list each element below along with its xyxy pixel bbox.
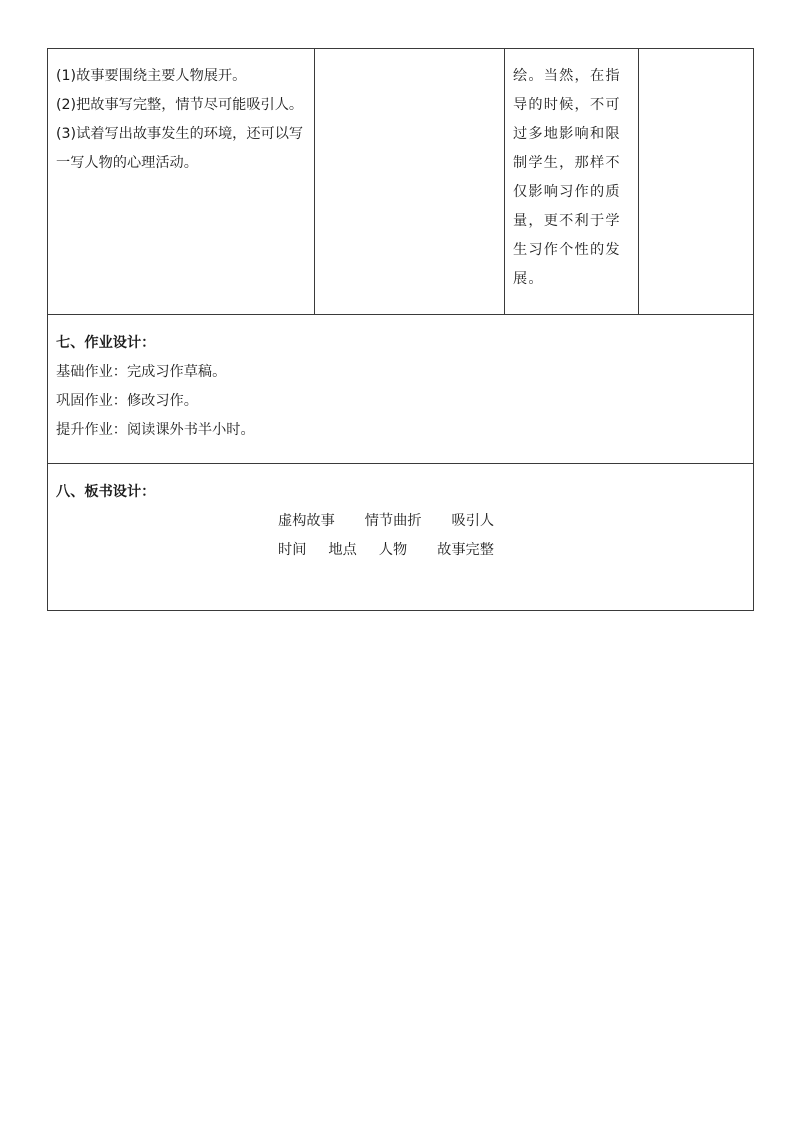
requirement-item: (3)试着写出故事发生的环境，还可以写一写人物的心理活动。 [56,126,304,171]
board-word: 故事完整 [437,542,494,558]
board-word: 时间 [278,542,307,558]
homework-item: 基础作业：完成习作草稿。 [56,364,227,380]
homework-section [48,315,754,464]
homework-item: 提升作业：阅读课外书半小时。 [56,422,255,438]
board-row [48,464,754,611]
requirement-item: (2)把故事写完整，情节尽可能吸引人。 [56,97,304,113]
requirements-cell [48,49,315,315]
board-word: 吸引人 [451,513,495,529]
homework-item: 巩固作业：修改习作。 [56,393,198,409]
homework-row [48,315,754,464]
steps-row [48,49,754,315]
teacher-note-text: 绘。当然，在指导的时候，不可过多地影响和限制学生，那样不仅影响习作的质量，更不利于学生习作个性的发展。 [513,68,621,287]
teacher-note-cell [505,49,639,315]
board-title: 八、板书设计： [56,484,156,500]
board-word: 情节曲折 [364,513,422,529]
board-section [48,464,754,611]
lesson-plan-table [47,48,754,611]
homework-title: 七、作业设计： [56,335,156,351]
empty-cell [639,49,754,315]
empty-cell [315,49,505,315]
board-word: 人物 [378,542,408,558]
board-line-2 [56,536,745,565]
requirement-item: (1)故事要围绕主要人物展开。 [56,68,247,84]
board-word: 地点 [328,542,357,558]
board-word: 虚构故事 [278,513,335,529]
board-line-1 [56,507,745,536]
